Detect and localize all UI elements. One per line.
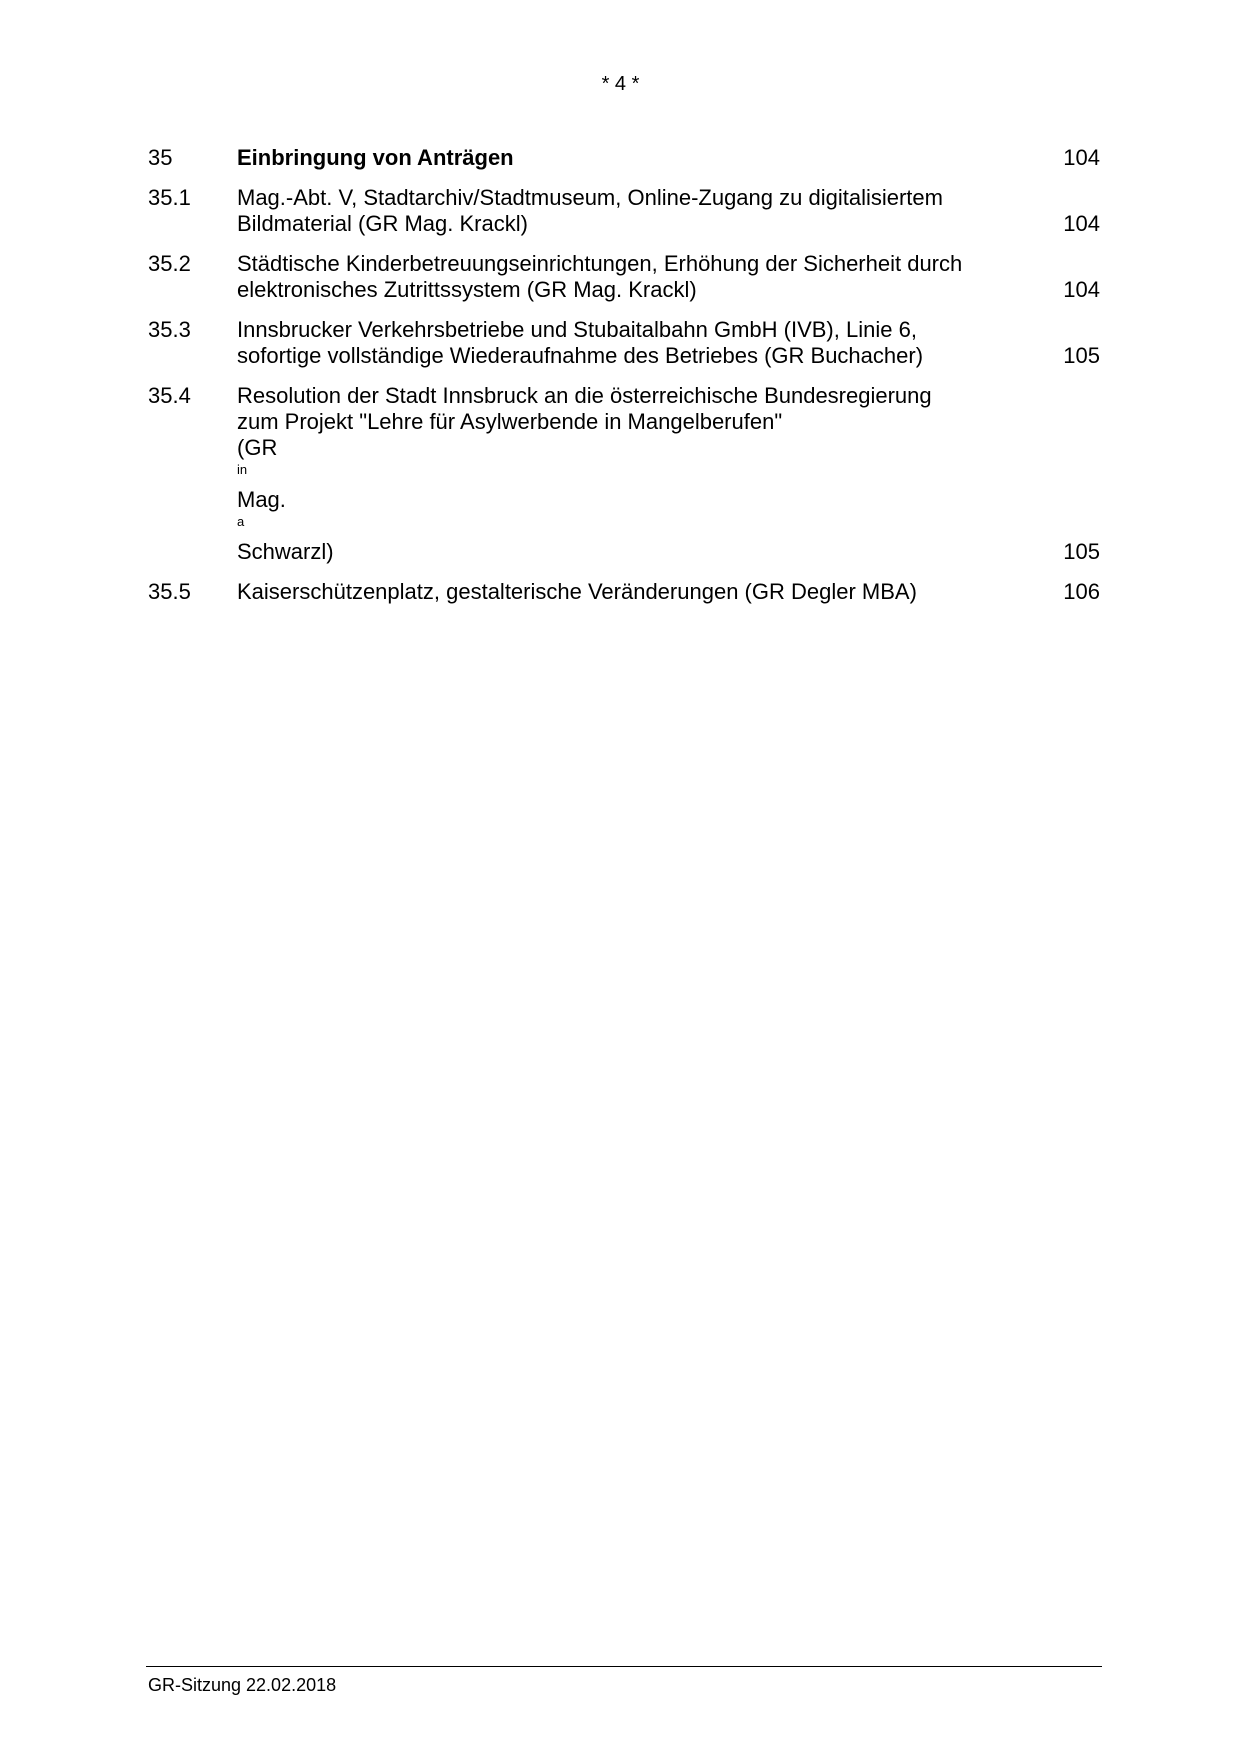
toc-entry-number: 35.4 — [148, 383, 191, 408]
toc-entry-number: 35 — [148, 145, 173, 170]
toc-entry-page: 104 — [1063, 211, 1100, 236]
page-marker: * 4 * — [601, 73, 640, 95]
toc-entry-title-line: elektronisches Zutrittssystem (GR Mag. Krackl) — [237, 277, 697, 302]
toc-entry-number: 35.3 — [148, 317, 191, 342]
superscript-a: a — [237, 514, 245, 529]
footer-text: GR-Sitzung 22.02.2018 — [148, 1675, 337, 1695]
superscript-in: in — [237, 462, 248, 477]
toc-entry-title-line — [237, 435, 997, 565]
toc-entry-title — [237, 185, 997, 237]
toc-entry-page: 104 — [1063, 145, 1100, 170]
toc-entry-number: 35.2 — [148, 251, 191, 276]
toc-entry-title-line: Mag.-Abt. V, Stadtarchiv/Stadtmuseum, Online-Zugang zu digitalisiertem — [237, 185, 943, 210]
table-of-contents — [148, 145, 1100, 605]
toc-entry-title-line: Einbringung von Anträgen — [237, 145, 514, 170]
toc-entry-title — [237, 579, 997, 605]
toc-entry-title-line: zum Projekt "Lehre für Asylwerbende in Mangelberufen" — [237, 409, 783, 434]
toc-entry-title — [237, 145, 997, 171]
toc-entry — [148, 185, 1100, 237]
toc-entry-page: 105 — [1063, 539, 1100, 564]
toc-entry-page: 106 — [1063, 579, 1100, 604]
footer-divider — [146, 1666, 1102, 1667]
toc-entry-title-line: Resolution der Stadt Innsbruck an die österreichische Bundesregierung — [237, 383, 932, 408]
author-title: Mag. — [237, 487, 286, 512]
toc-entry — [148, 251, 1100, 303]
toc-entry-title — [237, 251, 997, 303]
toc-entry — [148, 383, 1100, 565]
toc-entry-title-line: Bildmaterial (GR Mag. Krackl) — [237, 211, 528, 236]
toc-entry-page: 105 — [1063, 343, 1100, 368]
toc-entry-title — [237, 317, 997, 369]
toc-entry-title-line: Kaiserschützenplatz, gestalterische Veränderungen (GR Degler MBA) — [237, 579, 917, 604]
toc-entry-title — [237, 383, 997, 565]
toc-entry-title-line: Städtische Kinderbetreuungseinrichtungen, Erhöhung der Sicherheit durch — [237, 251, 963, 276]
toc-entry-number: 35.5 — [148, 579, 191, 604]
toc-entry — [148, 579, 1100, 605]
author-prefix: (GR — [237, 435, 278, 460]
toc-entry-title-line: Innsbrucker Verkehrsbetriebe und Stubaitalbahn GmbH (IVB), Linie 6, — [237, 317, 917, 342]
author-name: Schwarzl) — [237, 539, 334, 564]
toc-entry-number: 35.1 — [148, 185, 191, 210]
toc-entry — [148, 317, 1100, 369]
toc-section-heading — [148, 145, 1100, 171]
toc-entry-title-line: sofortige vollständige Wiederaufnahme des Betriebes (GR Buchacher) — [237, 343, 924, 368]
toc-entry-page: 104 — [1063, 277, 1100, 302]
